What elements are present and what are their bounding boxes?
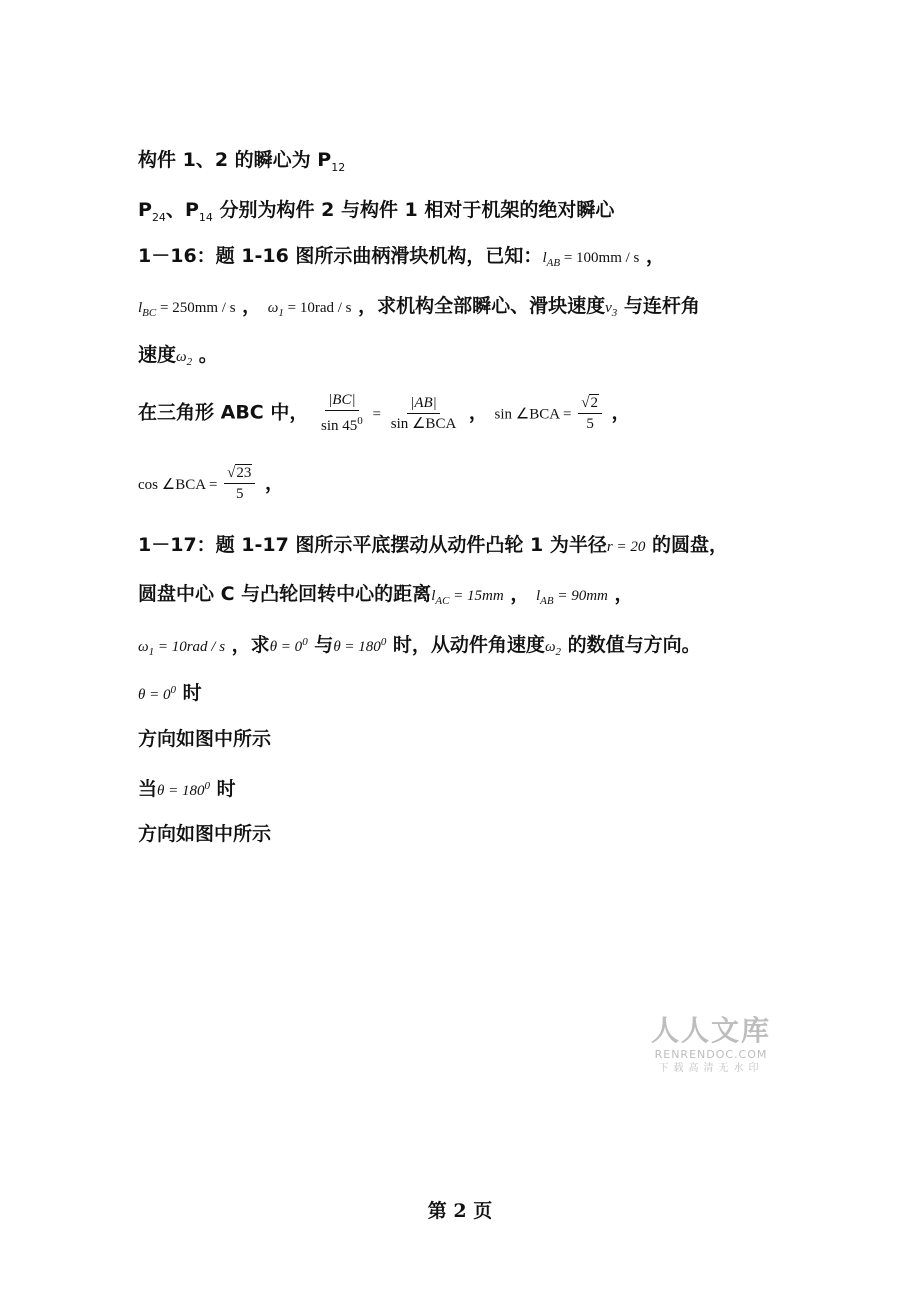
direction-note-2: 方向如图中所示 — [138, 823, 272, 845]
problem-1-16-givens: $l_{BC} = 250mm / s$ ， $\omega_1 = 10rad / s$ ，求机构全部瞬心、滑块速度$v_3$ 与连杆角 — [138, 295, 700, 319]
formula-omega1-b: $\omega_1 = 10rad / s$ — [138, 639, 226, 658]
fraction-ab-over-sinbca: $\frac{|AB|}{\text{sin ∠BCA}}$ — [390, 394, 457, 432]
problem-1-17-question: $\omega_1 = 10rad / s$ ，求$\theta = 0^0$ 与$\theta = 180^0$ 时，从动件角速度$\omega_2$ 的数值与方向。 — [138, 634, 701, 658]
formula-theta-0: $\theta = 0^0$ — [269, 636, 308, 655]
formula-lbc: $l_{BC} = 250mm / s$ — [138, 300, 236, 319]
watermark-title: 人人文库 — [650, 1014, 771, 1047]
line-absolute-centers: $P_{24}$、$P_{14}$ 分别为构件 2 与构件 1 相对于机架的绝对瞬心 — [138, 199, 615, 224]
formula-v3: $v_3$ — [605, 300, 618, 319]
formula-lab-90: $l_{AB} = 90mm$ — [535, 588, 608, 607]
line-instant-center-p12: 构件 1、2 的瞬心为 $P_{12}$ — [138, 149, 346, 174]
page-number: 第 2 页 — [427, 1200, 493, 1222]
direction-note-1: 方向如图中所示 — [138, 728, 272, 750]
formula-omega2-b: $\omega_2$ — [544, 639, 562, 658]
formula-omega1: $\omega_1 = 10rad / s$ — [267, 300, 352, 319]
problem-1-16-heading: 1－16：题 1-16 图所示曲柄滑块机构，已知：$l_{AB} = 100mm / s$ ， — [138, 245, 665, 269]
problem-1-17-heading: 1－17：题 1-17 图所示平底摆动从动件凸轮 1 为半径r = 20 的圆盘， — [138, 534, 728, 556]
formula-theta-180-case: $\theta = 180^0$ — [157, 780, 211, 799]
problem-1-17-distances: 圆盘中心 C 与凸轮回转中心的距离$l_{AC} = 15mm$ ， $l_{AB} = 90mm$ ， — [138, 583, 634, 607]
cos-bca-line: cos ∠BCA = $\frac{√23}{5}$ ， — [138, 465, 285, 502]
case-theta-0: $\theta = 0^0$ 时 — [138, 682, 202, 704]
renrendoc-watermark — [646, 1014, 776, 1076]
formula-r: r = 20 — [606, 539, 646, 555]
sin-bca-lhs: sin ∠BCA = — [494, 406, 576, 423]
formula-theta-0-case: $\theta = 0^0$ — [138, 684, 176, 703]
formula-theta-180: $\theta = 180^0$ — [333, 636, 387, 655]
fraction-bc-over-sin45: $\frac{|BC|}{\sin 45^0}$ — [321, 392, 363, 434]
case-theta-180: 当$\theta = 180^0$ 时 — [138, 778, 236, 800]
watermark-url: RENRENDOC.COM — [654, 1048, 768, 1061]
fraction-sqrt2-over-5: $\frac{√2}{5}$ — [578, 393, 602, 434]
cos-bca-lhs: cos ∠BCA = — [138, 477, 222, 493]
formula-lab: $l_{AB} = 100mm / s$ — [542, 250, 640, 269]
problem-1-16-end: 速度$\omega_2$ 。 — [138, 344, 218, 368]
formula-omega2: $\omega_2$ — [176, 349, 193, 368]
triangle-sine-law: 在三角形 ABC 中， $\frac{|BC|}{\sin 45^0}$ = $\frac{|AB|}{\text{sin ∠BCA}}$ ， sin ∠BCA = $\frac{√2}{5}$ ， — [138, 392, 631, 434]
fraction-sqrt23-over-5: $\frac{√23}{5}$ — [224, 463, 255, 504]
watermark-tagline: 下载高清无水印 — [658, 1063, 764, 1074]
formula-lac: $l_{AC} = 15mm$ — [431, 588, 504, 607]
